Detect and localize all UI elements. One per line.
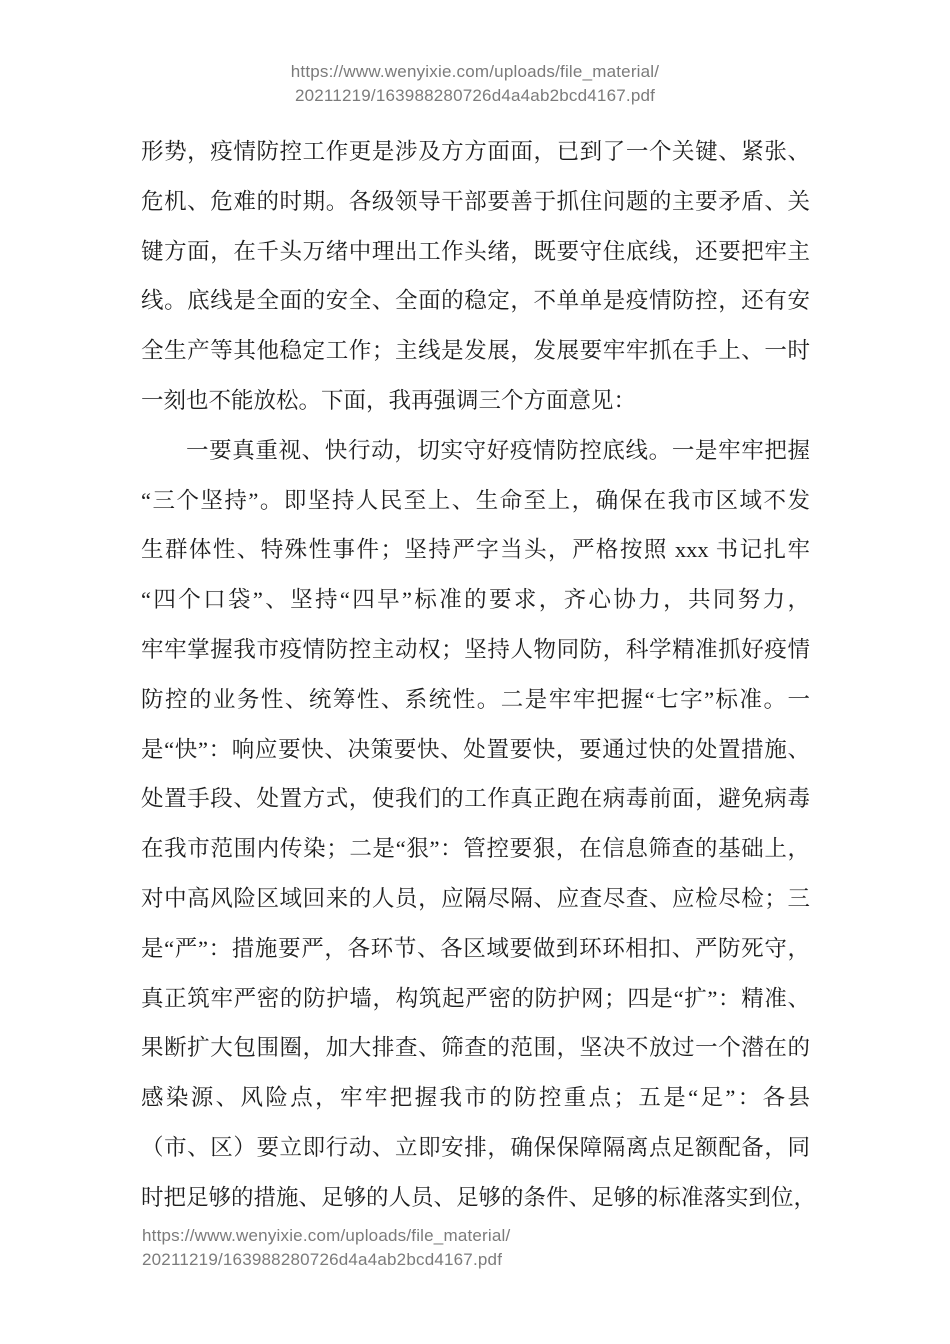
document-line: 形势，疫情防控工作更是涉及方方面面，已到了一个关键、紧张、 <box>141 139 810 164</box>
header-url-line-2: 20211219/163988280726d4a4ab2bcd4167.pdf <box>294 86 656 105</box>
document-line: 感染源、风险点，牢牢把握我市的防控重点；五是“足”：各县 <box>141 1085 810 1111</box>
document-line: “四个口袋”、坚持“四早”标准的要求，齐心协力，共同努力， <box>141 587 810 613</box>
document-body <box>141 127 817 1223</box>
document-line: 牢牢掌握我市疫情防控主动权；坚持人物同防，科学精准抓好疫情 <box>141 636 810 662</box>
document-line: 时把足够的措施、足够的人员、足够的条件、足够的标准落实到位， <box>141 1184 817 1210</box>
document-line: 一刻也不能放松。下面，我再强调三个方面意见： <box>141 387 637 413</box>
page-header-url <box>0 60 950 108</box>
document-line: 在我市范围内传染；二是“狠”：管控要狠，在信息筛查的基础上， <box>141 836 810 862</box>
document-line: 真正筑牢严密的防护墙，构筑起严密的防护网；四是“扩”：精准、 <box>141 985 810 1011</box>
document-line: 键方面，在千头万绪中理出工作头绪，既要守住底线，还要把牢主 <box>141 238 810 264</box>
document-line: “三个坚持”。即坚持人民至上、生命至上，确保在我市区域不发 <box>141 487 810 513</box>
document-line: 危机、危难的时期。各级领导干部要善于抓住问题的主要矛盾、关 <box>141 188 810 214</box>
document-line: 全生产等其他稳定工作；主线是发展，发展要牢牢抓在手上、一时 <box>141 338 810 364</box>
document-line: 对中高风险区域回来的人员，应隔尽隔、应查尽查、应检尽检；三 <box>141 885 810 911</box>
document-line: 果断扩大包围圈，加大排查、筛查的范围，坚决不放过一个潜在的 <box>141 1035 810 1061</box>
document-line: 防控的业务性、统筹性、系统性。二是牢牢把握“七字”标准。一 <box>141 686 810 712</box>
header-url-line-1: https://www.wenyixie.com/uploads/file_material/ <box>290 62 660 81</box>
document-line: 生群体性、特殊性事件；坚持严字当头，严格按照 xxx 书记扎牢 <box>141 537 810 563</box>
footer-url-line-1: https://www.wenyixie.com/uploads/file_material/ <box>142 1226 511 1245</box>
page-footer-url <box>142 1224 510 1272</box>
document-line: （市、区）要立即行动、立即安排，确保保障隔离点足额配备，同 <box>141 1134 810 1160</box>
document-line: 线。底线是全面的安全、全面的稳定，不单单是疫情防控，还有安 <box>141 288 810 314</box>
document-line: 一要真重视、快行动，切实守好疫情防控底线。一是牢牢把握 <box>186 437 810 463</box>
document-line: 是“快”：响应要快、决策要快、处置要快，要通过快的处置措施、 <box>141 736 810 762</box>
document-line: 是“严”：措施要严，各环节、各区域要做到环环相扣、严防死守， <box>141 935 810 961</box>
document-line: 处置手段、处置方式，使我们的工作真正跑在病毒前面，避免病毒 <box>141 786 810 812</box>
footer-url-line-2: 20211219/163988280726d4a4ab2bcd4167.pdf <box>142 1250 503 1269</box>
